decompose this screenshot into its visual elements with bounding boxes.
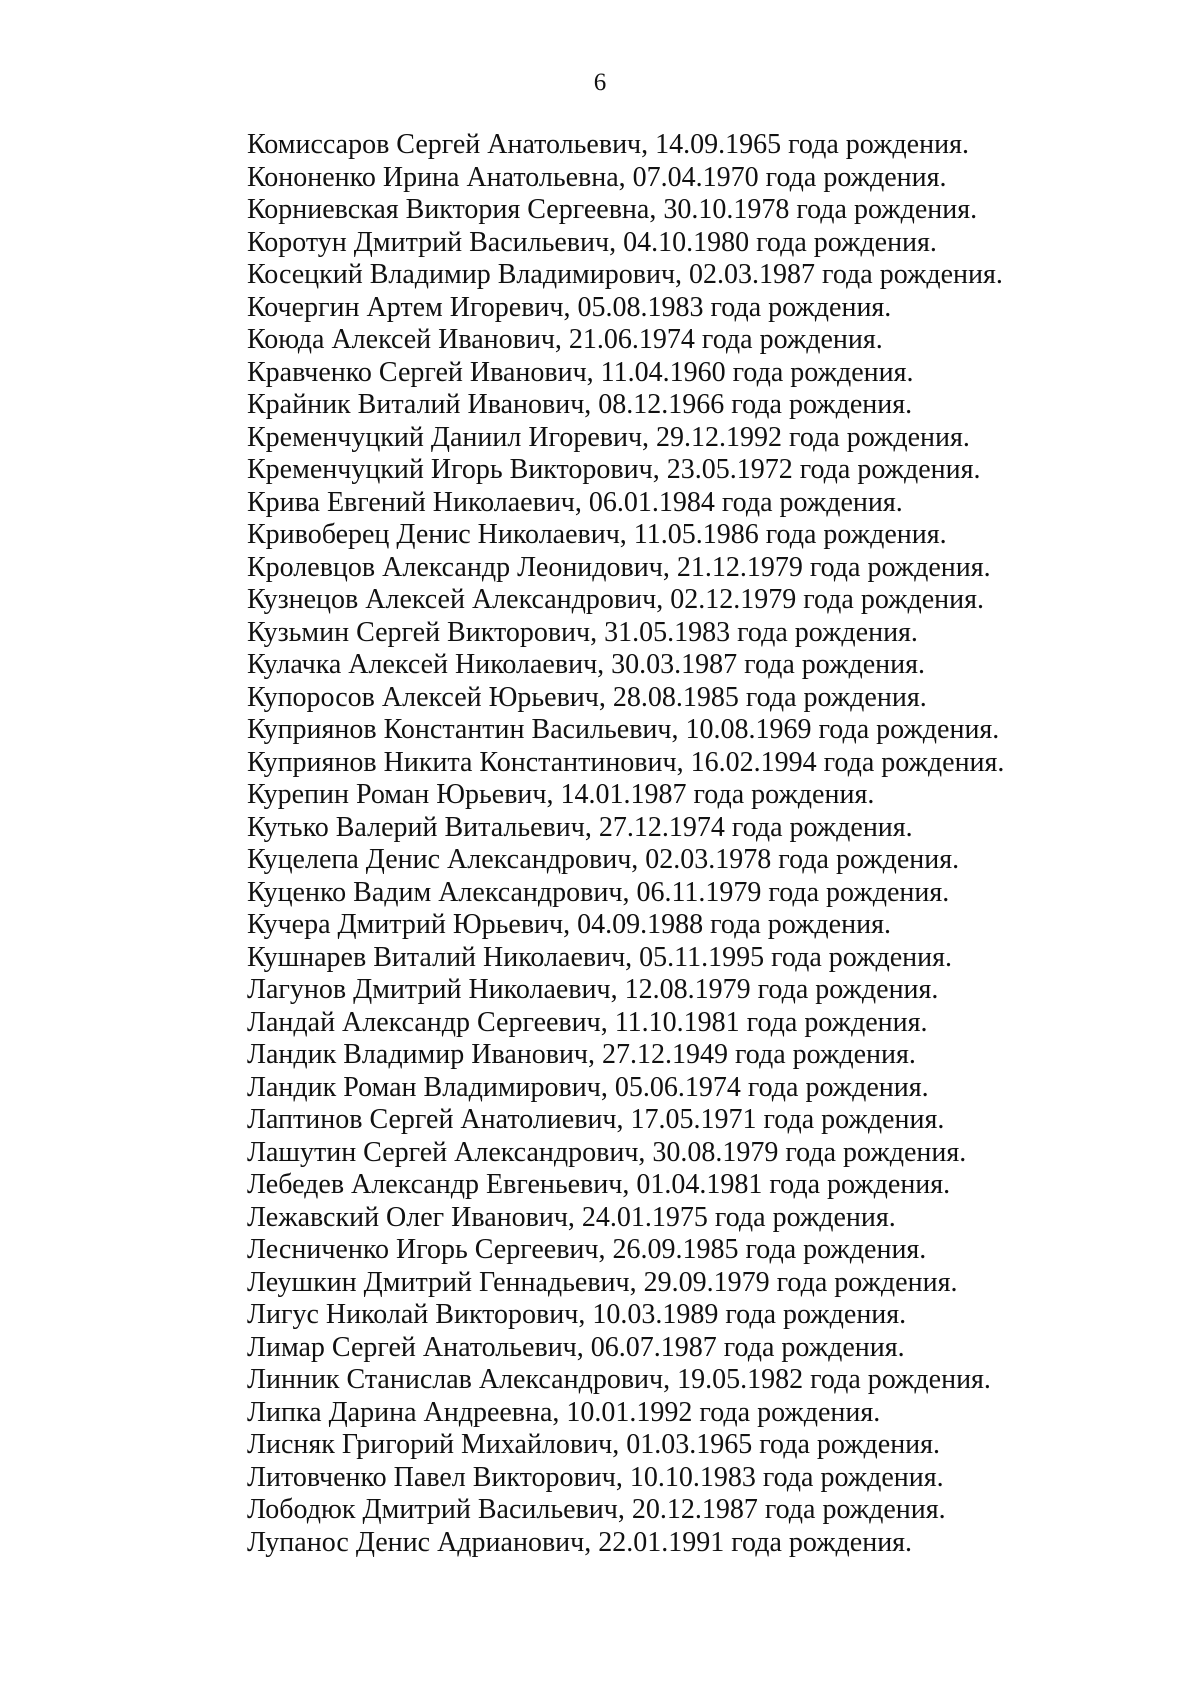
list-item: Корниевская Виктория Сергеевна, 30.10.1978 года рождения. (247, 194, 978, 225)
list-item: Кочергин Артем Игоревич, 05.08.1983 года рождения. (247, 291, 892, 323)
list-item: Лупанос Денис Адрианович, 22.01.1991 года рождения. (247, 1526, 913, 1558)
list-item: Лесниченко Игорь Сергеевич, 26.09.1985 года рождения. (247, 1234, 927, 1265)
list-item: Липка Дарина Андреевна, 10.01.1992 года рождения. (247, 1396, 881, 1428)
list-item: Леушкин Дмитрий Геннадьевич, 29.09.1979 года рождения. (247, 1266, 958, 1298)
list-item: Лебедев Александр Евгеньевич, 01.04.1981 года рождения. (247, 1169, 951, 1200)
list-item: Ландай Александр Сергеевич, 11.10.1981 года рождения. (247, 1006, 928, 1038)
list-item: Кролевцов Александр Леонидович, 21.12.1979 года рождения. (247, 551, 991, 583)
list-item: Кравченко Сергей Иванович, 11.04.1960 года рождения. (247, 356, 914, 388)
list-item: Кононенко Ирина Анатольевна, 07.04.1970 года рождения. (247, 161, 947, 193)
list-item: Крива Евгений Николаевич, 06.01.1984 года рождения. (247, 486, 903, 518)
list-item: Крайник Виталий Иванович, 08.12.1966 года рождения. (247, 389, 913, 420)
list-item: Лаптинов Сергей Анатолиевич, 17.05.1971 года рождения. (247, 1104, 945, 1135)
list-item: Кривоберец Денис Николаевич, 11.05.1986 года рождения. (247, 519, 947, 550)
list-item: Кутько Валерий Витальевич, 27.12.1974 года рождения. (247, 811, 913, 843)
list-item: Коротун Дмитрий Васильевич, 04.10.1980 года рождения. (247, 226, 937, 258)
list-item: Коюда Алексей Иванович, 21.06.1974 года рождения. (247, 324, 883, 355)
list-item: Курепин Роман Юрьевич, 14.01.1987 года рождения. (247, 779, 875, 810)
list-item: Куценко Вадим Александрович, 06.11.1979 года рождения. (247, 876, 950, 908)
list-item: Кузнецов Алексей Александрович, 02.12.1979 года рождения. (247, 584, 985, 615)
list-item: Куприянов Константин Васильевич, 10.08.1969 года рождения. (247, 714, 1000, 745)
list-item: Кременчуцкий Даниил Игоревич, 29.12.1992 года рождения. (247, 421, 970, 453)
list-item: Литовченко Павел Викторович, 10.10.1983 года рождения. (247, 1461, 944, 1493)
list-item: Лисняк Григорий Михайлович, 01.03.1965 года рождения. (247, 1429, 941, 1460)
person-list (247, 129, 1147, 1559)
list-item: Лимар Сергей Анатольевич, 06.07.1987 года рождения. (247, 1331, 905, 1363)
list-item: Лашутин Сергей Александрович, 30.08.1979 года рождения. (247, 1136, 967, 1168)
list-item: Косецкий Владимир Владимирович, 02.03.1987 года рождения. (247, 259, 1003, 290)
list-item: Купоросов Алексей Юрьевич, 28.08.1985 года рождения. (247, 681, 927, 713)
list-item: Линник Станислав Александрович, 19.05.1982 года рождения. (247, 1364, 991, 1395)
list-item: Кулачка Алексей Николаевич, 30.03.1987 года рождения. (247, 649, 925, 680)
page-number: 6 (593, 69, 607, 96)
list-item: Кременчуцкий Игорь Викторович, 23.05.1972 года рождения. (247, 454, 981, 485)
list-item: Кушнарев Виталий Николаевич, 05.11.1995 года рождения. (247, 941, 952, 973)
list-item: Куцелепа Денис Александрович, 02.03.1978 года рождения. (247, 844, 960, 875)
list-item: Лободюк Дмитрий Васильевич, 20.12.1987 года рождения. (247, 1494, 946, 1525)
list-item: Комиссаров Сергей Анатольевич, 14.09.1965 года рождения. (247, 129, 969, 160)
list-item: Кузьмин Сергей Викторович, 31.05.1983 года рождения. (247, 616, 918, 648)
list-item: Ландик Владимир Иванович, 27.12.1949 года рождения. (247, 1039, 916, 1070)
list-item: Кучера Дмитрий Юрьевич, 04.09.1988 года рождения. (247, 909, 891, 940)
list-item: Лежавский Олег Иванович, 24.01.1975 года рождения. (247, 1201, 896, 1233)
list-item: Ландик Роман Владимирович, 05.06.1974 года рождения. (247, 1071, 929, 1103)
list-item: Куприянов Никита Константинович, 16.02.1994 года рождения. (247, 746, 1005, 778)
list-item: Лигус Николай Викторович, 10.03.1989 года рождения. (247, 1299, 907, 1330)
list-item: Лагунов Дмитрий Николаевич, 12.08.1979 года рождения. (247, 974, 939, 1005)
